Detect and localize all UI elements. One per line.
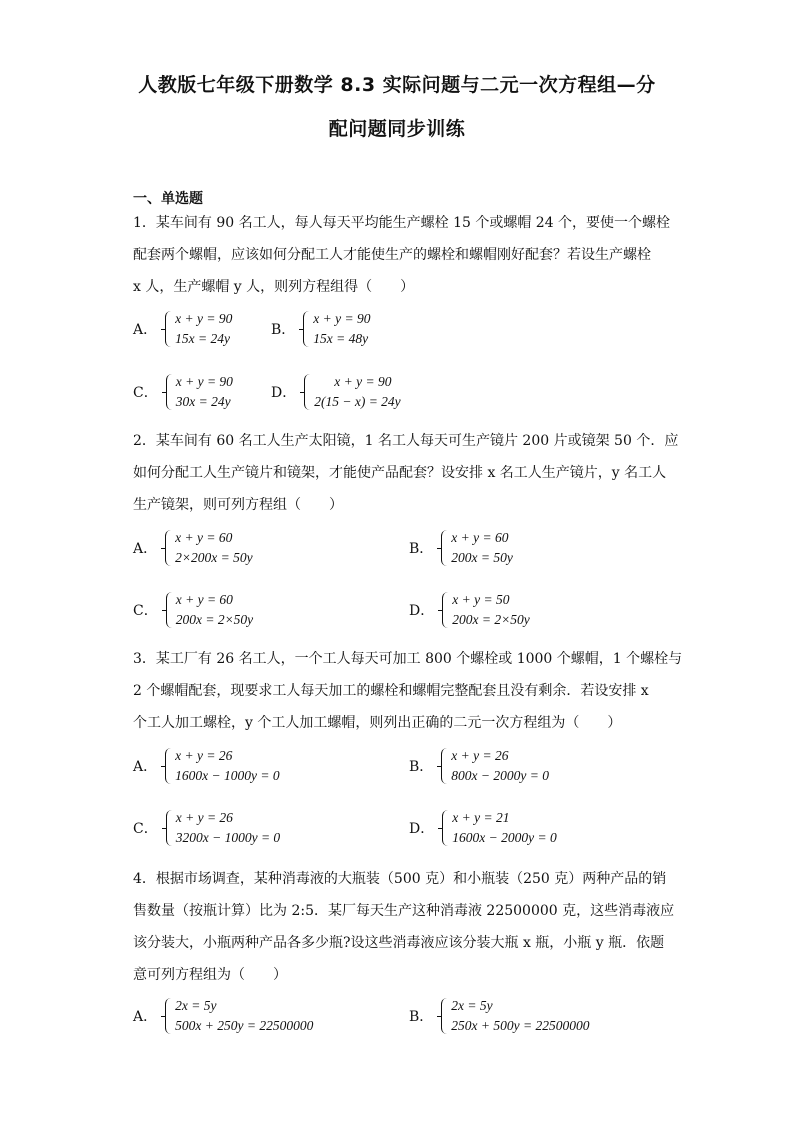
equation-system: [439, 528, 513, 568]
option-4a[interactable]: [133, 996, 313, 1036]
question-1-line-2: 配套两个螺帽，应该如何分配工人才能使生产的螺栓和螺帽刚好配套？若设生产螺栓: [133, 247, 651, 263]
equation-system: [164, 372, 233, 412]
equation: x + y = 90: [334, 374, 392, 389]
question-3-line-2: 2 个螺帽配套，现要求工人每天加工的螺栓和螺帽完整配套且没有剩余．若设安排 x: [133, 683, 649, 699]
equation: 250x + 500y = 22500000: [451, 1018, 590, 1033]
option-label: B．: [409, 759, 434, 775]
equation-system: [439, 996, 589, 1036]
equation: 2x = 5y: [451, 998, 493, 1013]
equation: 200x = 50y: [451, 550, 513, 565]
equation: x + y = 50: [452, 592, 510, 607]
option-label: B．: [409, 541, 434, 557]
equation-system: [164, 590, 253, 630]
equation: x + y = 90: [175, 311, 233, 326]
question-1-line-1: 1．某车间有 90 名工人，每人每天平均能生产螺栓 15 个或螺帽 24 个，要使一个螺栓: [133, 215, 671, 231]
question-4-line-2: 售数量（按瓶计算）比为 2:5．某厂每天生产这种消毒液 22500000 克，这些消毒液应: [133, 903, 675, 919]
document-title-line-1: 人教版七年级下册数学 8.3 实际问题与二元一次方程组—分: [138, 74, 656, 96]
equation-system: [163, 309, 232, 349]
option-4b[interactable]: [409, 996, 590, 1036]
option-3a[interactable]: [133, 746, 280, 786]
equation: 2x = 5y: [175, 998, 217, 1013]
equation: 200x = 2×50y: [175, 612, 254, 627]
document-title-line-2: 配问题同步训练: [328, 118, 466, 140]
equation: 200x = 2×50y: [452, 612, 530, 627]
option-label: A．: [133, 1009, 158, 1025]
option-label: D．: [409, 821, 435, 837]
option-2d[interactable]: [409, 590, 530, 630]
equation: x + y = 60: [451, 530, 509, 545]
question-4-line-3: 该分装大，小瓶两种产品各多少瓶?设这些消毒液应该分装大瓶 x 瓶，小瓶 y 瓶．依题: [133, 935, 665, 951]
equation-system: [440, 808, 556, 848]
option-label: A．: [133, 322, 158, 338]
question-4-line-1: 4．根据市场调查，某种消毒液的大瓶装（500 克）和小瓶装（250 克）两种产品的销: [133, 871, 667, 887]
option-3b[interactable]: [409, 746, 549, 786]
section-heading: 一、单选题: [133, 191, 203, 207]
equation: x + y = 60: [175, 530, 233, 545]
equation: 15x = 24y: [175, 331, 230, 346]
equation: 30x = 24y: [175, 394, 231, 409]
equation: 1600x − 1000y = 0: [175, 768, 280, 783]
option-label: B．: [409, 1009, 434, 1025]
equation: x + y = 90: [313, 311, 371, 326]
equation: x + y = 26: [175, 810, 233, 825]
equation: x + y = 26: [175, 748, 233, 763]
option-1c[interactable]: [133, 372, 233, 412]
equation-system: [301, 309, 370, 349]
equation: 800x − 2000y = 0: [451, 768, 550, 783]
option-label: D．: [409, 603, 435, 619]
question-3-line-3: 个工人加工螺栓，y 个工人加工螺帽，则列出正确的二元一次方程组为（ ）: [133, 715, 622, 731]
equation: x + y = 26: [451, 748, 509, 763]
option-2c[interactable]: [133, 590, 253, 630]
equation: 500x + 250y = 22500000: [175, 1018, 314, 1033]
option-3c[interactable]: [133, 808, 280, 848]
option-label: C．: [133, 821, 158, 837]
option-2b[interactable]: [409, 528, 513, 568]
option-label: A．: [133, 759, 158, 775]
option-label: C．: [133, 385, 158, 401]
option-1b[interactable]: [271, 309, 371, 349]
question-3-line-1: 3．某工厂有 26 名工人，一个工人每天可加工 800 个螺栓或 1000 个螺帽，1 个螺栓与: [133, 651, 683, 667]
equation-system: [302, 372, 400, 412]
equation: 2(15 − x) = 24y: [314, 394, 401, 409]
question-2-line-3: 生产镜架，则可列方程组（ ）: [133, 497, 343, 513]
equation-system: [163, 746, 279, 786]
option-2a[interactable]: [133, 528, 253, 568]
option-label: C．: [133, 603, 158, 619]
option-label: D．: [271, 385, 297, 401]
equation-system: [439, 746, 549, 786]
equation-system: [164, 808, 280, 848]
question-2-line-1: 2．某车间有 60 名工人生产太阳镜，1 名工人每天可生产镜片 200 片或镜架 50 个．应: [133, 433, 679, 449]
question-2-line-2: 如何分配工人生产镜片和镜架，才能使产品配套？设安排 x 名工人生产镜片，y 名工人: [133, 465, 667, 481]
equation-system: [163, 528, 252, 568]
option-label: B．: [271, 322, 296, 338]
equation-system: [440, 590, 529, 630]
equation: 2×200x = 50y: [175, 550, 253, 565]
option-1a[interactable]: [133, 309, 232, 349]
equation-system: [163, 996, 313, 1036]
option-1d[interactable]: [271, 372, 401, 412]
equation: 15x = 48y: [313, 331, 369, 346]
equation: x + y = 21: [452, 810, 510, 825]
question-1-line-3: x 人，生产螺帽 y 人，则列方程组得（ ）: [133, 279, 415, 295]
equation: 1600x − 2000y = 0: [452, 830, 557, 845]
question-4-line-4: 意可列方程组为（ ）: [133, 967, 287, 983]
equation: x + y = 60: [175, 592, 233, 607]
option-3d[interactable]: [409, 808, 557, 848]
option-label: A．: [133, 541, 158, 557]
equation: x + y = 90: [175, 374, 233, 389]
equation: 3200x − 1000y = 0: [175, 830, 281, 845]
